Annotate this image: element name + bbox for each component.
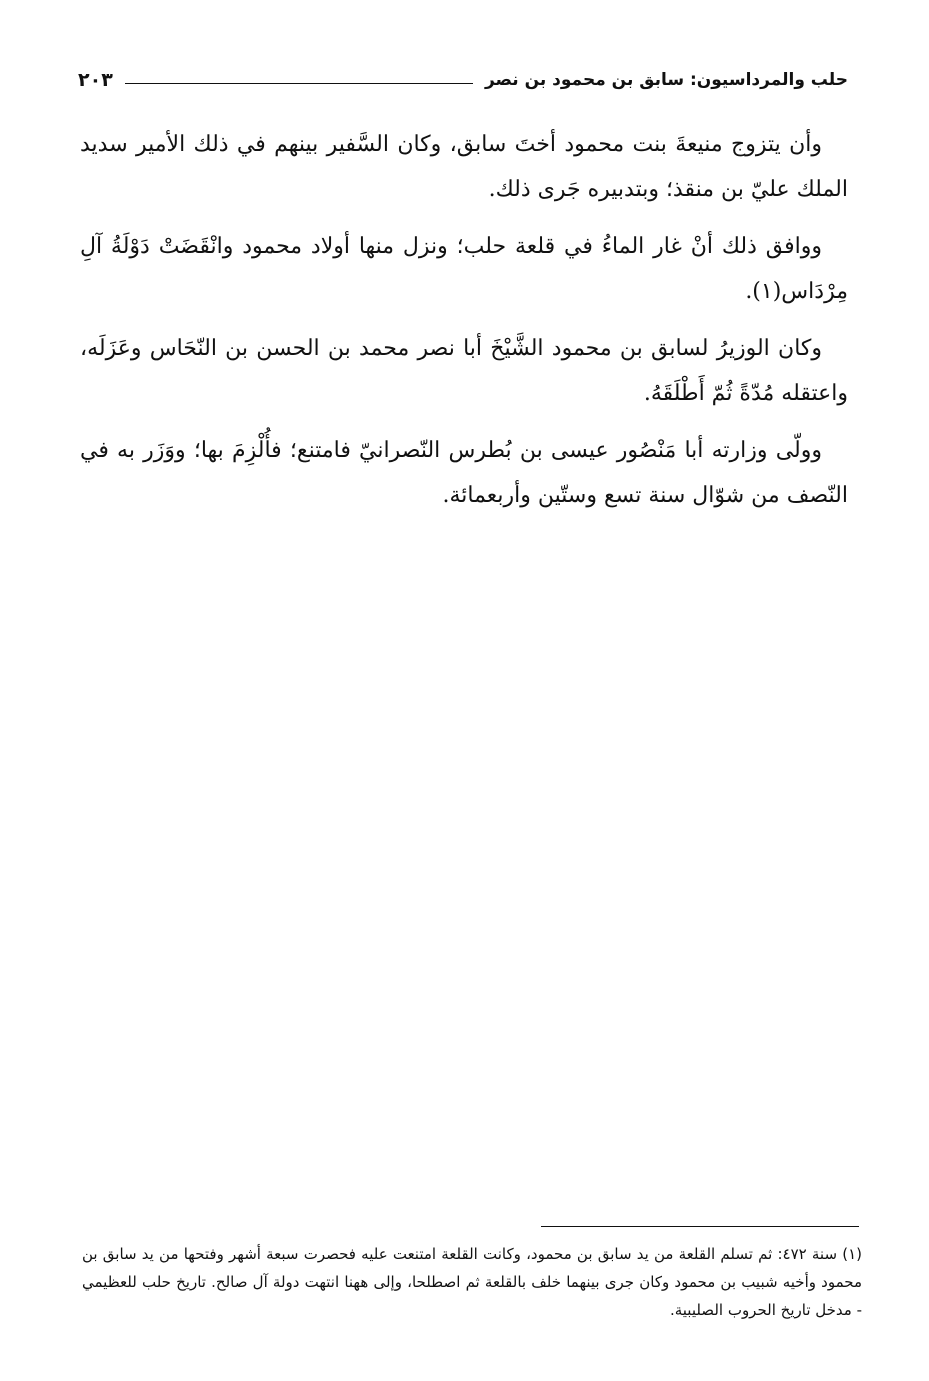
paragraph: وولّى وزارته أبا مَنْصُور عيسى بن بُطرس النّصرانيّ فامتنع؛ فأُلْزِمَ بها؛ ووَزَر به في النّصف من شوّال سنة تسع وستّين وأربعمائة. — [80, 438, 848, 508]
body-text — [80, 122, 848, 530]
paragraph: ووافق ذلك أنْ غار الماءُ في قلعة حلب؛ ونزل منها أولاد محمود وانْقَضَتْ دَوْلَةُ آلِ مِرْدَاس(١). — [80, 234, 848, 304]
footnote-text: (١) سنة ٤٧٢: ثم تسلم القلعة من يد سابق بن محمود، وكانت القلعة امتنعت عليه فحصرت سبعة أشهر وفتحها من يد سابق بن محمود وأخيه شبيب بن محمود وكان جرى بينهما خلف بالقلعة ثم اصطلحا، وإلى ههنا انتهت دولة آل صالح. تاريخ حلب للعظيمي - مدخل تاريخ الحروب الصليبية. — [82, 1245, 862, 1319]
footnote — [82, 1240, 862, 1324]
paragraph: وكان الوزيرُ لسابق بن محمود الشَّيْخَ أبا نصر محمد بن الحسن بن النّحَاس وعَزَلَه، واعتقله مُدّةً ثُمّ أَطْلَقَهُ. — [80, 336, 848, 406]
footnote-divider — [541, 1226, 859, 1227]
paragraph: وأن يتزوج منيعةَ بنت محمود أختَ سابق، وكان السَّفير بينهم في ذلك الأمير سديد الملك عليّ بن منقذ؛ وبتدبيره جَرى ذلك. — [80, 132, 848, 202]
running-header — [78, 64, 848, 96]
header-rule — [125, 83, 473, 84]
page-number: ٢٠٣ — [78, 69, 113, 91]
header-title: حلب والمرداسيون: سابق بن محمود بن نصر — [484, 70, 848, 90]
